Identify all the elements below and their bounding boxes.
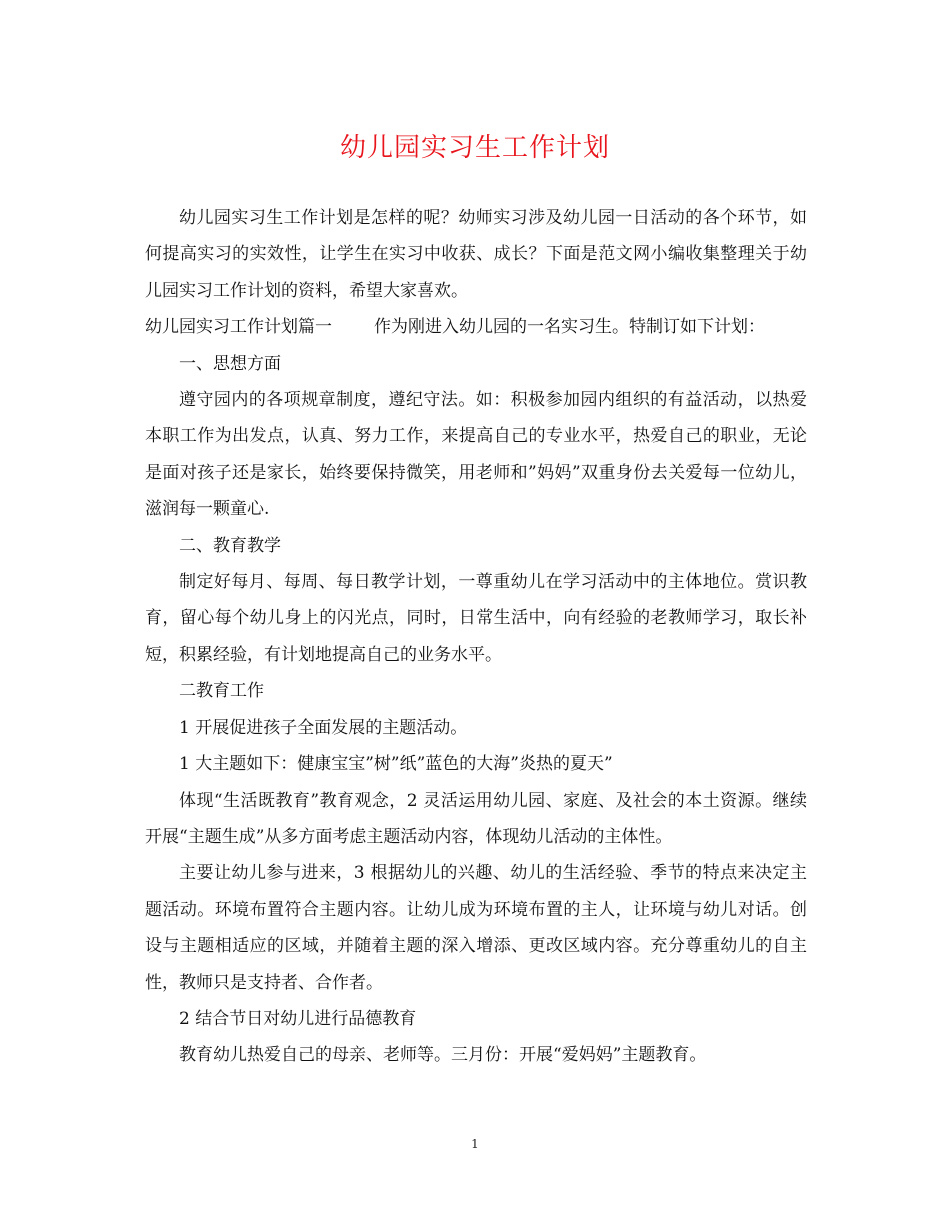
section-heading-teaching: 二、教育教学 [179,535,281,556]
plan-heading-line [145,309,807,345]
page-number: 1 [471,1137,479,1151]
intro-paragraph: 幼儿园实习生工作计划是怎样的呢？幼师实习涉及幼儿园一日活动的各个环节，如何提高实习的实效性，让学生在实习中收获、成长？下面是范文网小编收集整理关于幼儿园实习工作计划的资料，希望大家喜欢。 [145,208,807,301]
document-body [145,200,807,1074]
plan-intro: 作为刚进入幼儿园的一名实习生。特制订如下计划： [374,317,765,338]
section-heading-thought: 一、思想方面 [179,353,281,374]
item-theme-activities: 1 开展促进孩子全面发展的主题活动。 [179,717,468,738]
item-main-themes: 1 大主题如下：健康宝宝”树”纸”蓝色的大海”炎热的夏天” [179,754,613,775]
moral-education-paragraph: 教育幼儿热爱自己的母亲、老师等。三月份：开展“爱妈妈”主题教育。 [179,1045,707,1066]
item-moral-education: 2 结合节日对幼儿进行品德教育 [179,1008,417,1029]
document-title: 幼儿园实习生工作计划 [339,133,610,163]
section-heading-education-work: 二教育工作 [179,681,264,702]
participation-paragraph: 主要让幼儿参与进来，3 根据幼儿的兴趣、幼儿的生活经验、季节的特点来决定主题活动。环境布置符合主题内容。让幼儿成为环境布置的主人，让环境与幼儿对话。创设与主题相适应的区域，并随着主题的深入增添、更改区域内容。充分尊重幼儿的自主性，教师只是支持者、合作者。 [145,863,807,993]
teaching-paragraph: 制定好每月、每周、每日教学计划，一尊重幼儿在学习活动中的主体地位。赏识教育，留心每个幼儿身上的闪光点，同时，日常生活中，向有经验的老教师学习，取长补短，积累经验，有计划地提高自己的业务水平。 [145,572,807,665]
thought-paragraph: 遵守园内的各项规章制度，遵纪守法。如：积极参加园内组织的有益活动，以热爱本职工作为出发点，认真、努力工作，来提高自己的专业水平，热爱自己的职业，无论是面对孩子还是家长，始终要保持微笑，用老师和”妈妈”双重身份去关爱每一位幼儿，滋润每一颗童心. [145,390,807,520]
concept-paragraph: 体现“生活既教育”教育观念，2 灵活运用幼儿园、家庭、及社会的本土资源。继续开展“主题生成”从多方面考虑主题活动内容，体现幼儿活动的主体性。 [145,790,807,847]
plan-heading: 幼儿园实习工作计划篇一 [145,317,332,338]
